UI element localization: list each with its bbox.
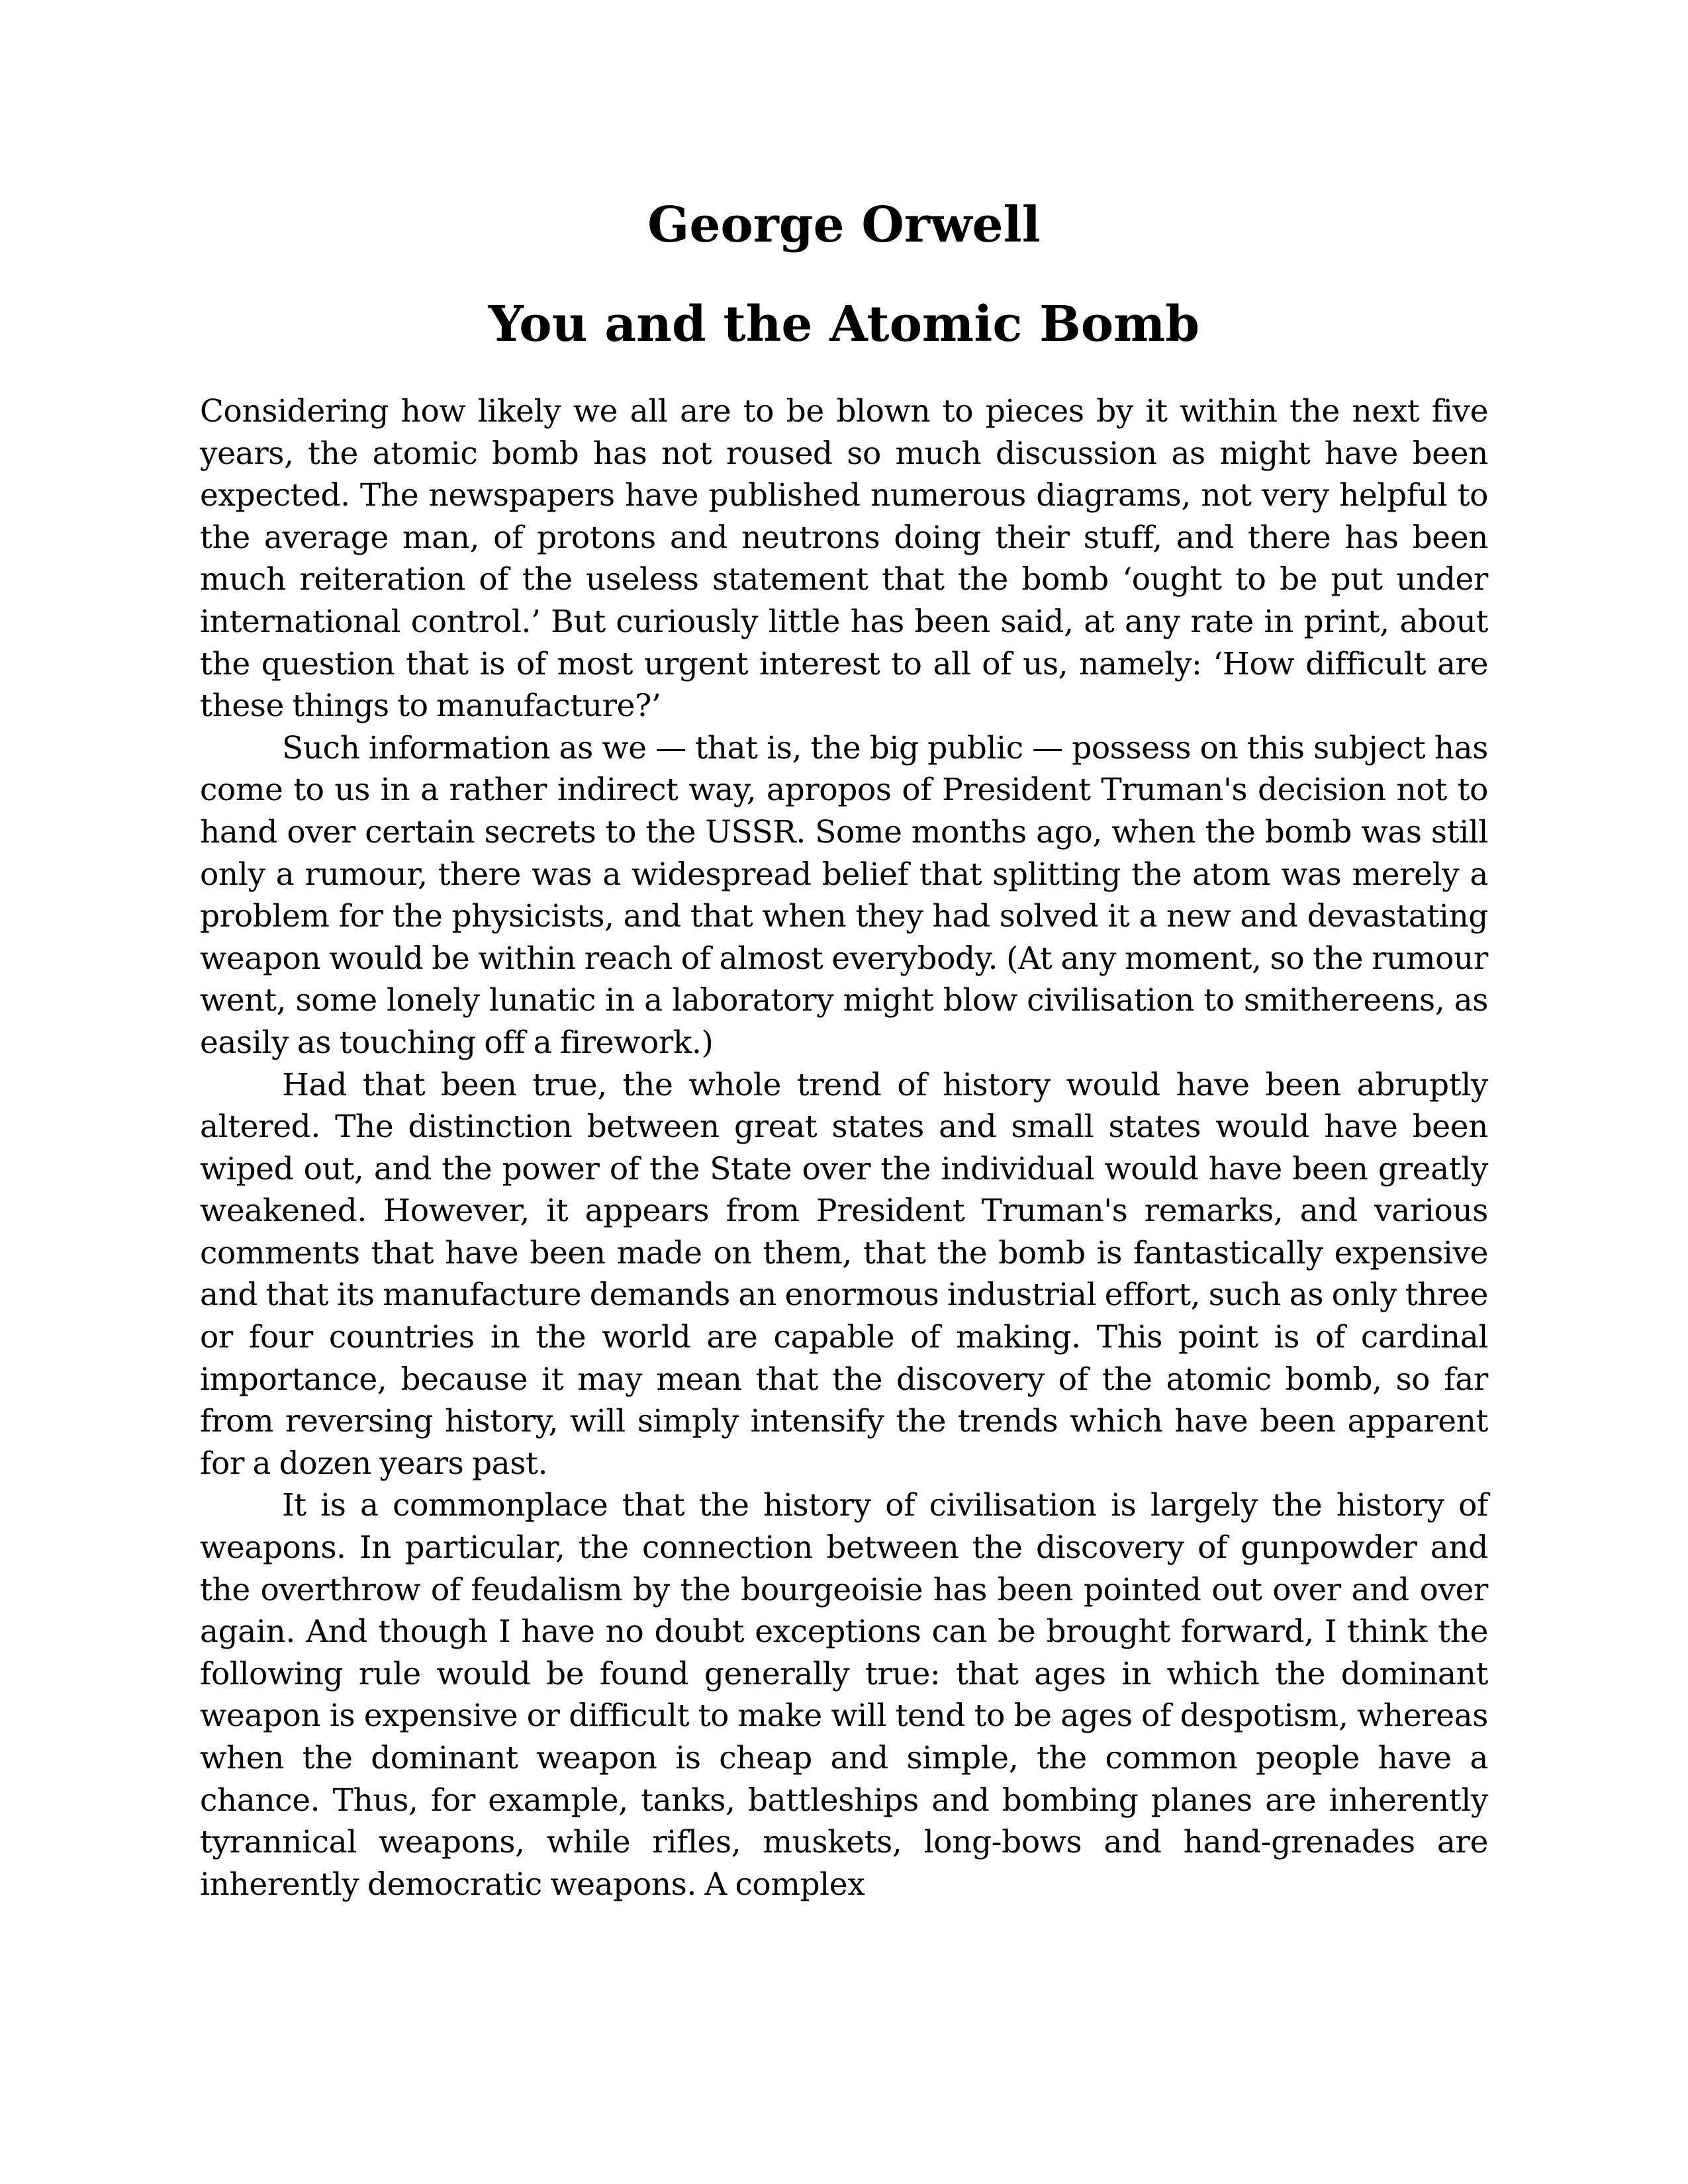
paragraph-2: Such information as we — that is, the big public — possess on this subject has come to us in a rather indirect way, apropos of President Truman's decision not to hand over certain secrets to the USSR. Some months ago, when the bomb was still only a rumour, there was a widespread belief that splitting the atom was merely a problem for the physicists, and that when they had solved it a new and devastating weapon would be within reach of almost everybody. (At any moment, so the rumour went, some lonely lunatic in a laboratory might blow civilisation to smithereens, as easily as touching off a firework.) [200,729,1488,1061]
essay-title: You and the Atomic Bomb [488,296,1200,353]
paragraph-3: Had that been true, the whole trend of history would have been abruptly altered. The distinction between great states and small states would have been wiped out, and the power of the State over the individual would have been greatly weakened. However, it appears from President Truman's remarks, and various comments that have been made on them, that the bomb is fantastically expensive and that its manufacture demands an enormous industrial effort, such as only three or four countries in the world are capable of making. This point is of cardinal importance, because it may mean that the discovery of the atomic bomb, so far from reversing history, will simply intensify the trends which have been apparent for a dozen years past. [200,1066,1488,1482]
paragraph-1: Considering how likely we all are to be blown to pieces by it within the next five years, the atomic bomb has not roused so much discussion as might have been expected. The newspapers have published numerous diagrams, not very helpful to the average man, of protons and neutrons doing their stuff, and there has been much reiteration of the useless statement that the bomb ‘ought to be put under international control.’ But curiously little has been said, at any rate in print, about the question that is of most urgent interest to all of us, namely: ‘How difficult are these things to manufacture?’ [200,393,1488,725]
paragraph-4: It is a commonplace that the history of civilisation is largely the history of weapons. In particular, the connection between the discovery of gunpowder and the overthrow of feudalism by the bourgeoisie has been pointed out over and over again. And though I have no doubt exceptions can be brought forward, I think the following rule would be found generally true: that ages in which the dominant weapon is expensive or difficult to make will tend to be ages of despotism, whereas when the dominant weapon is cheap and simple, the common people have a chance. Thus, for example, tanks, battleships and bombing planes are inherently tyrannical weapons, while rifles, muskets, long-bows and hand-grenades are inherently democratic weapons. A complex [200,1487,1488,1903]
essay-body [200,390,1488,1905]
author-name: George Orwell [647,197,1041,253]
